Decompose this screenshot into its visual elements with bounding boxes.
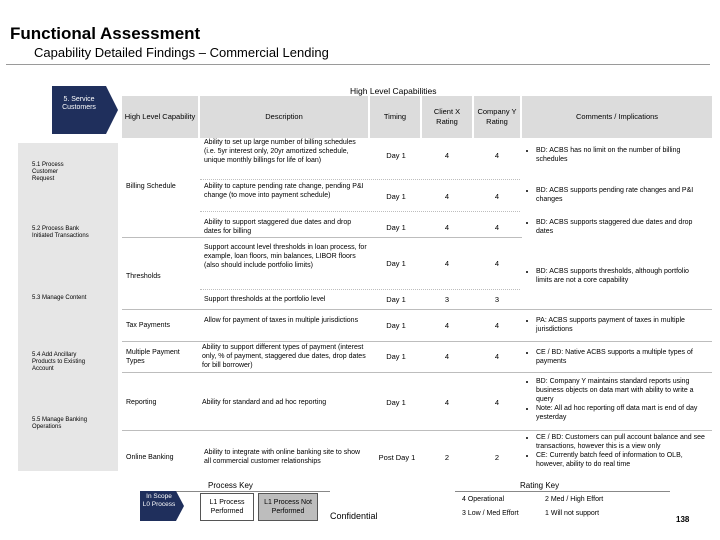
in-scope-label: In Scope L0 Process (142, 493, 176, 508)
header-client-rating: Client X Rating (422, 96, 472, 138)
header-description: Description (200, 96, 368, 138)
header-comments: Comments / Implications (522, 96, 712, 138)
page-number: 138 (676, 515, 690, 524)
row-divider (122, 372, 712, 373)
comment-online: • CE / BD: Customers can pull account balance and see transactions, however this is a view only • CE: Currently batch feed of information to OLB, however, ability to do real time (526, 433, 706, 469)
capability-billing-schedule: Billing Schedule (126, 183, 176, 190)
timing-cell: Day 1 (386, 192, 406, 201)
comment-billing-2: • BD: ACBS supports pending rate changes and P&I changes (526, 186, 706, 204)
timing-cell: Day 1 (386, 151, 406, 160)
l1-not-performed-key: L1 Process Not Performed (258, 493, 318, 521)
company-rating-cell: 4 (494, 192, 500, 201)
capability-thresholds: Thresholds (126, 273, 161, 280)
step-5-3: 5.3 Manage Content (32, 295, 87, 301)
comment-billing-3: • BD: ACBS supports staggered due dates and drop dates (526, 218, 706, 236)
company-rating-cell: 4 (494, 321, 500, 330)
description-cell: Ability for standard and ad hoc reporting (202, 399, 327, 406)
description-cell: Allow for payment of taxes in multiple jurisdictions (204, 317, 359, 324)
rating-key-item: 3 Low / Med Effort (462, 510, 519, 517)
client-rating-cell: 4 (444, 259, 450, 268)
timing-cell: Day 1 (386, 223, 406, 232)
timing-cell: Day 1 (386, 398, 406, 407)
rating-key-item: 1 Will not support (545, 510, 600, 517)
page-title: Functional Assessment (10, 24, 201, 43)
description-cell: Ability to set up large number of billing schedules (i.e. 5yr interest only, 20yr amortized schedule, unique monthly billings for life of loan) (204, 139, 356, 164)
capability-tax-payments: Tax Payments (126, 322, 170, 329)
step-5-1: 5.1 Process Customer Request (32, 162, 64, 182)
row-divider (122, 430, 712, 431)
comment-thresholds: • BD: ACBS supports thresholds, although portfolio limits are not a core capability (526, 267, 706, 285)
step-5-5: 5.5 Manage Banking Operations (32, 417, 88, 430)
client-rating-cell: 4 (444, 151, 450, 160)
description-cell: Support thresholds at the portfolio level (204, 296, 326, 303)
client-rating-cell: 2 (444, 453, 450, 462)
timing-cell: Post Day 1 (378, 453, 416, 462)
phase-label: 5. Service Customers (62, 96, 96, 111)
page-subtitle: Capability Detailed Findings – Commercial Lending (34, 45, 329, 60)
client-rating-cell: 4 (444, 223, 450, 232)
client-rating-cell: 4 (444, 352, 450, 361)
header-capability: High Level Capability (122, 96, 198, 138)
company-rating-cell: 4 (494, 398, 500, 407)
row-divider (200, 179, 520, 180)
capability-online-banking: Online Banking (126, 454, 174, 461)
timing-cell: Day 1 (386, 352, 406, 361)
description-cell: Ability to capture pending rate change, pending P&I change (to move into payment schedule) (204, 183, 364, 199)
step-5-2: 5.2 Process Bank Initiated Transactions (32, 226, 89, 239)
section-header: High Level Capabilities (350, 86, 437, 96)
timing-cell: Day 1 (386, 321, 406, 330)
description-cell: Support account level thresholds in loan process, for example, loan floors, min balances, LIBOR floors (also should include portfolio limits) (204, 244, 367, 269)
comment-billing-1: • BD: ACBS has no limit on the number of billing schedules (526, 146, 706, 164)
l1-performed-key: L1 Process Performed (200, 493, 254, 521)
step-5-4: 5.4 Add Ancillary Products to Existing Account (32, 352, 86, 372)
capability-reporting: Reporting (126, 399, 157, 406)
description-cell: Ability to integrate with online banking site to show all commercial customer relationships (204, 449, 361, 465)
rating-key-item: 2 Med / High Effort (545, 496, 604, 503)
capability-multiple-payment-types: Multiple Payment Types (126, 349, 180, 365)
process-key-title: Process Key (208, 481, 253, 490)
company-rating-cell: 4 (494, 151, 500, 160)
header-timing: Timing (370, 96, 420, 138)
client-rating-cell: 4 (444, 192, 450, 201)
company-rating-cell: 4 (494, 259, 500, 268)
comment-payment: • CE / BD: Native ACBS supports a multiple types of payments (526, 348, 706, 366)
timing-cell: Day 1 (386, 259, 406, 268)
client-rating-cell: 4 (444, 398, 450, 407)
header-company-rating: Company Y Rating (474, 96, 520, 138)
company-rating-cell: 4 (494, 223, 500, 232)
company-rating-cell: 2 (494, 453, 500, 462)
rating-key-item: 4 Operational (462, 496, 505, 503)
company-rating-cell: 4 (494, 352, 500, 361)
client-rating-cell: 3 (444, 295, 450, 304)
rating-key-title: Rating Key (520, 481, 560, 490)
row-divider (200, 289, 520, 290)
description-cell: Ability to support staggered due dates and drop dates for billing (204, 219, 352, 235)
row-divider (122, 341, 712, 342)
rating-key-divider (455, 491, 670, 492)
confidential-label: Confidential (330, 511, 378, 521)
company-rating-cell: 3 (494, 295, 500, 304)
row-divider (122, 237, 522, 238)
comment-tax: • PA: ACBS supports payment of taxes in multiple jurisdictions (526, 316, 706, 334)
timing-cell: Day 1 (386, 295, 406, 304)
description-cell: Ability to support different types of payment (interest only, % of payment, staggered due dates, drop dates for bill borrower) (202, 344, 366, 369)
title-divider (6, 64, 710, 65)
row-divider (122, 309, 712, 310)
client-rating-cell: 4 (444, 321, 450, 330)
row-divider (200, 211, 520, 212)
comment-reporting: • BD: Company Y maintains standard reports using business objects on data mart with ability to write a query • Note: All ad hoc reporting off data mart is end of day yesterday (526, 377, 706, 422)
